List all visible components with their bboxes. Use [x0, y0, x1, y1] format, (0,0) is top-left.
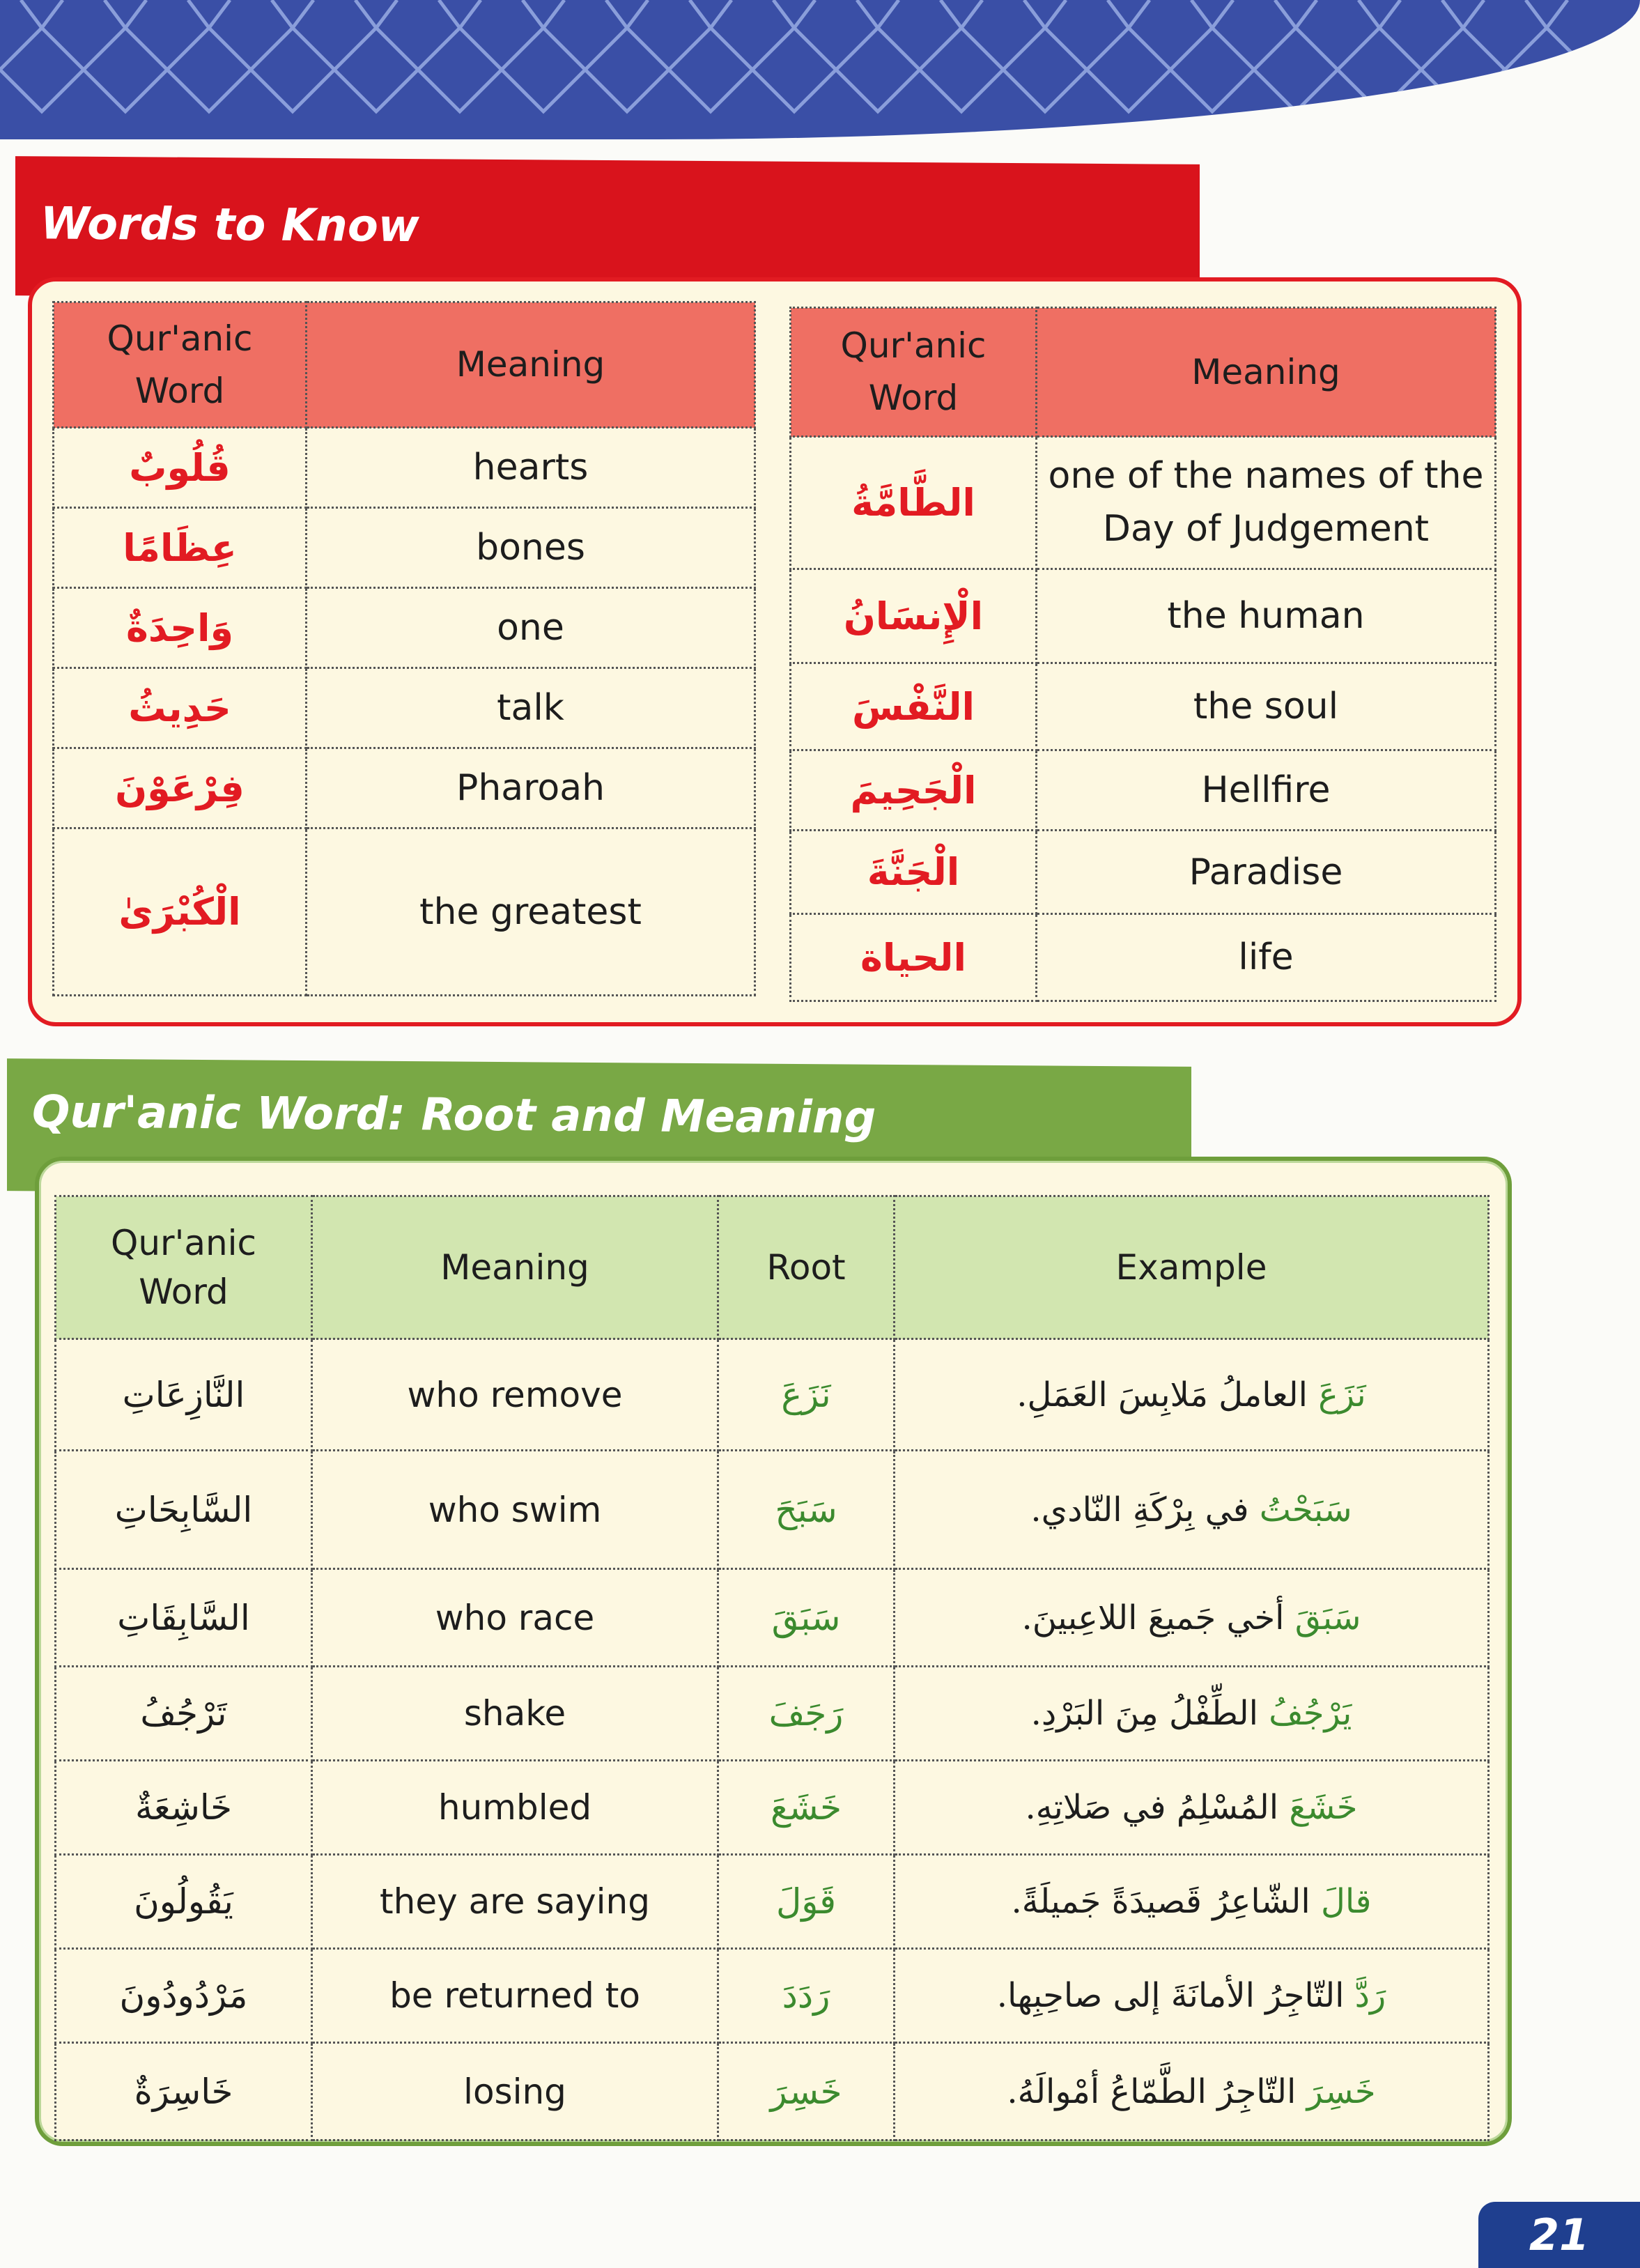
meaning-cell: one [307, 588, 755, 668]
example-cell [895, 1339, 1489, 1451]
example-root-word: رَدَّ [1354, 1976, 1386, 2015]
meaning-cell: Hellfire [1037, 750, 1496, 831]
example-rest: في بِرْكَةِ النّادي. [1030, 1490, 1260, 1529]
meaning-cell: one of the names of the Day of Judgement [1037, 437, 1496, 569]
word-cell: السَّابِقَاتِ [56, 1569, 312, 1667]
word-cell: السَّابِحَاتِ [56, 1451, 312, 1569]
root-cell: سَبَقَ [718, 1569, 895, 1667]
example-rest: المُسْلِمُ في صَلاتِهِ. [1025, 1788, 1290, 1827]
header-quranic-word: Qur'anic Word [56, 1196, 312, 1339]
meaning-cell: hearts [307, 428, 755, 508]
root-cell: سَبَحَ [718, 1451, 895, 1569]
example-root-word: خَسِرَ [1306, 2072, 1376, 2111]
word-cell: الْإِنسَانُ [791, 569, 1037, 663]
word-cell: الْكُبْرَىٰ [54, 828, 307, 996]
word-cell: الْجَنَّةَ [791, 831, 1037, 914]
word-cell: قُلُوبٌ [54, 428, 307, 508]
header-meaning: Meaning [307, 302, 755, 428]
example-rest: أخي جَميعَ اللاعِبينَ. [1021, 1598, 1295, 1637]
example-rest: العاملُ مَلابِسَ العَمَلِ. [1016, 1375, 1319, 1414]
word-cell: الحياة [791, 914, 1037, 1001]
word-cell: الطَّامَّةُ [791, 437, 1037, 569]
root-cell: خَشَعَ [718, 1761, 895, 1855]
meaning-cell: who swim [312, 1451, 718, 1569]
meaning-cell: talk [307, 668, 755, 748]
word-cell: خَاسِرَةٌ [56, 2043, 312, 2140]
root-cell: رَدَدَ [718, 1949, 895, 2043]
meaning-cell: the human [1037, 569, 1496, 663]
header-meaning: Meaning [312, 1196, 718, 1339]
root-cell: رَجَفَ [718, 1667, 895, 1761]
root-cell: قَوَلَ [718, 1855, 895, 1949]
word-cell: النَّازِعَاتِ [56, 1339, 312, 1451]
example-root-word: خَشَعَ [1289, 1788, 1358, 1827]
word-cell: خَاشِعَةٌ [56, 1761, 312, 1855]
words-to-know-title: Words to Know [40, 198, 419, 253]
example-cell [895, 2043, 1489, 2140]
example-cell [895, 1569, 1489, 1667]
example-rest: الطِّفْلُ مِنَ البَرْدِ. [1030, 1694, 1269, 1733]
example-root-word: سَبَحْتُ [1259, 1490, 1352, 1529]
example-cell [895, 1451, 1489, 1569]
example-root-word: قالَ [1321, 1882, 1372, 1921]
meaning-cell: Paradise [1037, 831, 1496, 914]
root-cell: خَسِرَ [718, 2043, 895, 2140]
header-meaning: Meaning [1037, 308, 1496, 437]
word-cell: تَرْجُفُ [56, 1667, 312, 1761]
meaning-cell: Pharoah [307, 748, 755, 828]
meaning-cell: bones [307, 508, 755, 588]
example-cell [895, 1855, 1489, 1949]
word-cell: عِظَامًا [54, 508, 307, 588]
root-meaning-table [54, 1195, 1490, 2141]
meaning-cell: who race [312, 1569, 718, 1667]
geometric-pattern [0, 0, 1640, 139]
header-example: Example [895, 1196, 1489, 1339]
header-quranic-word: Qur'anic Word [791, 308, 1037, 437]
meaning-cell: the greatest [307, 828, 755, 996]
word-cell: النَّفْسَ [791, 663, 1037, 750]
example-cell [895, 1949, 1489, 2043]
header-root: Root [718, 1196, 895, 1339]
word-cell: يَقُولُونَ [56, 1855, 312, 1949]
meaning-cell: losing [312, 2043, 718, 2140]
page-number: 21 [1478, 2202, 1640, 2268]
words-table-left [52, 301, 756, 996]
top-banner [0, 0, 1640, 139]
word-cell: الْجَحِيمَ [791, 750, 1037, 831]
meaning-cell: humbled [312, 1761, 718, 1855]
example-cell [895, 1667, 1489, 1761]
meaning-cell: be returned to [312, 1949, 718, 2043]
word-cell: مَرْدُودُونَ [56, 1949, 312, 2043]
root-cell: نَزَعَ [718, 1339, 895, 1451]
word-cell: وَاحِدَةٌ [54, 588, 307, 668]
header-quranic-word: Qur'anic Word [54, 302, 307, 428]
word-cell: حَدِيثُ [54, 668, 307, 748]
example-root-word: سَبَقَ [1294, 1598, 1361, 1637]
example-rest: الشّاعِرُ قَصيدَةً جَميلَةً. [1011, 1882, 1322, 1921]
example-rest: التّاجِرُ الطَّمّاعُ أمْوالَهُ. [1007, 2072, 1307, 2111]
meaning-cell: who remove [312, 1339, 718, 1451]
root-meaning-title: Qur'anic Word: Root and Meaning [32, 1086, 876, 1144]
words-table-right [789, 307, 1496, 1002]
meaning-cell: the soul [1037, 663, 1496, 750]
meaning-cell: life [1037, 914, 1496, 1001]
meaning-cell: shake [312, 1667, 718, 1761]
example-root-word: يَرْجُفُ [1269, 1694, 1352, 1733]
word-cell: فِرْعَوْنَ [54, 748, 307, 828]
example-cell [895, 1761, 1489, 1855]
example-root-word: نَزَعَ [1318, 1375, 1366, 1414]
example-rest: التّاجِرُ الأمانَةَ إلى صاحِبِها. [996, 1976, 1355, 2015]
meaning-cell: they are saying [312, 1855, 718, 1949]
